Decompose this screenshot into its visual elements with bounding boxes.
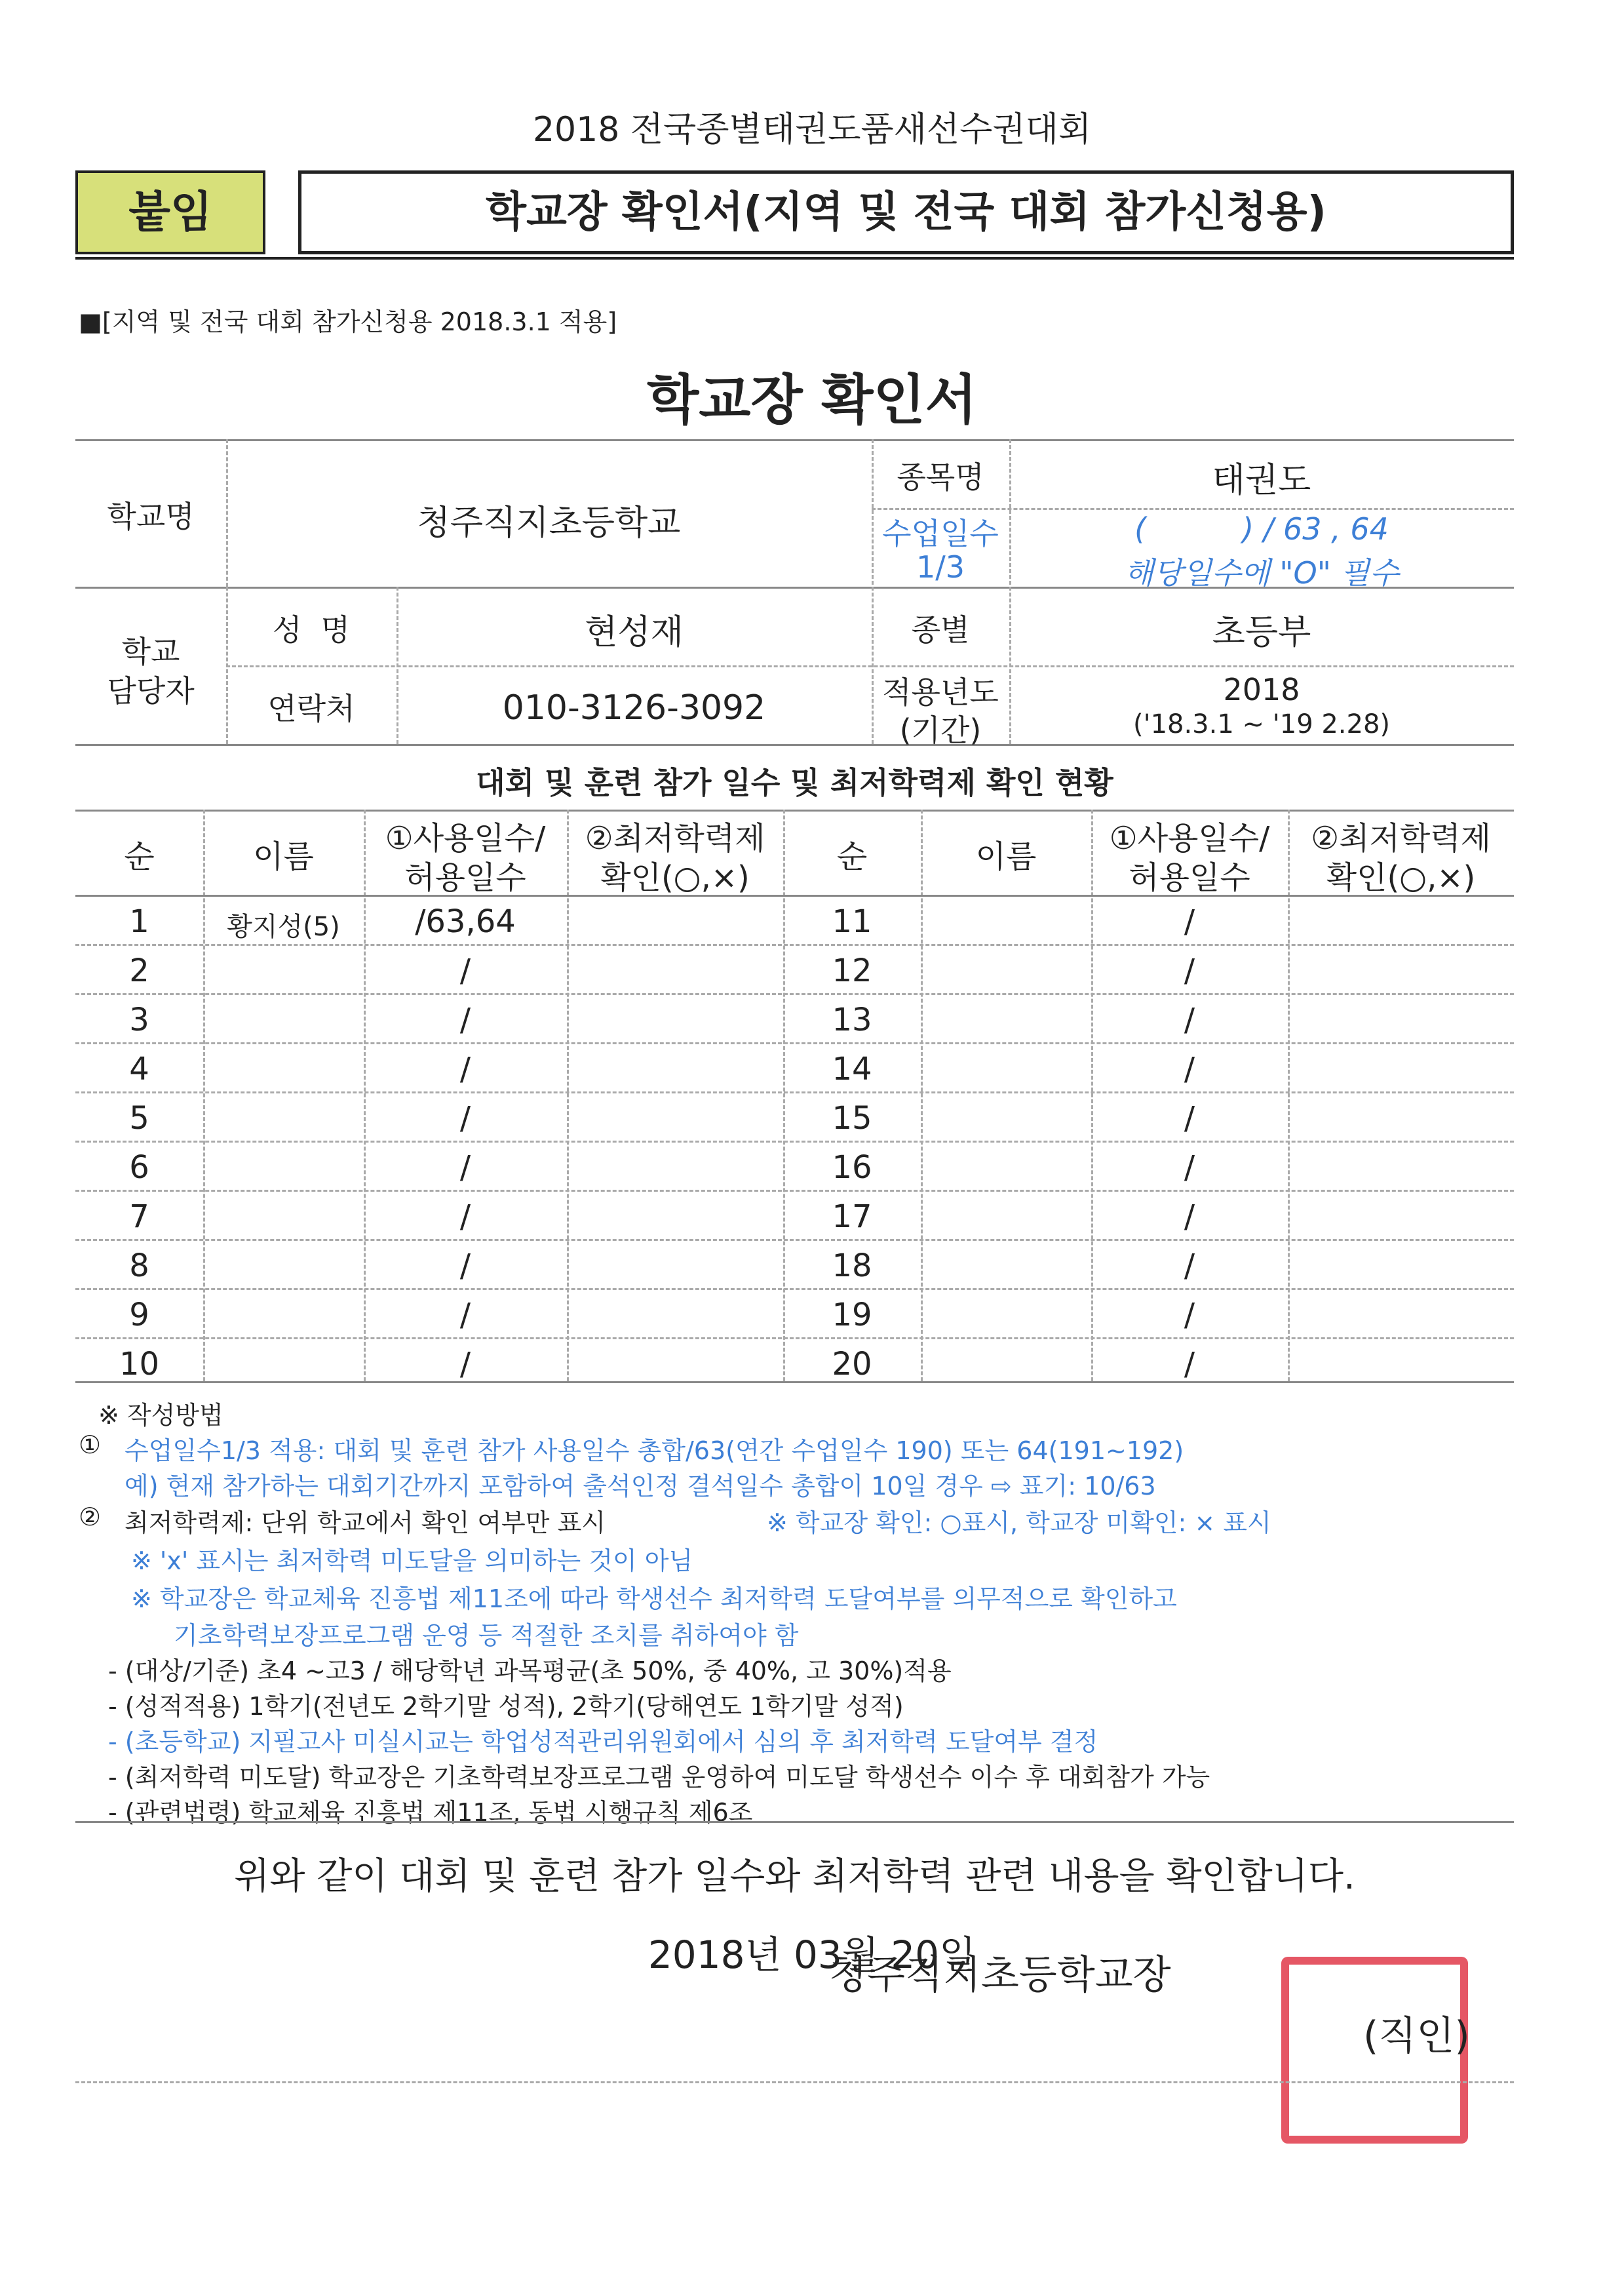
note-2-caution: ※ 'x' 표시는 최저학력 미도달을 의미하는 것이 아님	[131, 1546, 693, 1575]
row-no: 11	[832, 903, 872, 940]
attachment-tag: 붙임	[75, 170, 265, 254]
row-no: 13	[832, 1002, 872, 1038]
signer-name: 청주직지초등학교장	[829, 1952, 1171, 1998]
row-days: /	[1184, 1002, 1195, 1038]
detail-law: - (관련법령) 학교체육 진흥법 제11조, 동법 시행규칙 제6조	[108, 1798, 753, 1827]
row-no: 5	[129, 1100, 149, 1137]
row-days: /	[459, 952, 471, 989]
confirm-text: 위와 같이 대회 및 훈련 참가 일수와 최저학력 관련 내용을 확인합니다.	[234, 1855, 1355, 1898]
rule	[75, 439, 1514, 441]
form-note: ■[지역 및 전국 대회 참가신청용 2018.3.1 적용]	[79, 307, 617, 336]
row-days: /	[1184, 1297, 1195, 1333]
class-days-ratio: 1/3	[916, 549, 965, 585]
note-2-text: 최저학력제: 단위 학교에서 확인 여부만 표시	[125, 1508, 606, 1537]
seal-label: (직인)	[1363, 2013, 1470, 2059]
phone-label: 연락처	[267, 691, 355, 726]
header-no: 순	[124, 838, 155, 875]
rule	[75, 1141, 1514, 1143]
row-no: 10	[119, 1346, 160, 1383]
school-label: 학교명	[107, 499, 195, 534]
rule	[75, 895, 1514, 897]
event-value: 태권도	[1212, 461, 1311, 500]
contact-label-2: 담당자	[107, 673, 195, 709]
document-title: 2018 전국종별태권도품새선수권대회	[532, 110, 1092, 149]
issue-date: 2018년 03월 20일	[648, 1932, 976, 1977]
period-value: ('18.3.1 ~ '19 2.28)	[1132, 709, 1391, 739]
division-label: 종별	[911, 612, 970, 648]
note-2-mark: ②	[79, 1502, 102, 1531]
year-label-2: (기간)	[899, 713, 982, 748]
row-no: 15	[832, 1100, 872, 1137]
row-days: /	[459, 1002, 471, 1038]
detail-elementary: - (초등학교) 지필고사 미실시교는 학업성적관리위원회에서 심의 후 최저학력 도달여부 결정	[108, 1727, 1098, 1756]
row-no: 3	[129, 1002, 149, 1038]
status-title: 대회 및 훈련 참가 일수 및 최저학력제 확인 현황	[476, 765, 1113, 800]
row-no: 16	[832, 1149, 872, 1186]
row-no: 2	[129, 952, 149, 989]
rule	[75, 810, 1514, 812]
note-2-duty: ※ 학교장은 학교체육 진흥법 제11조에 따라 학생선수 최저학력 도달여부를 의무적으로 확인하고	[131, 1584, 1177, 1613]
class-days-note: 해당일수에 "O" 필수	[1124, 555, 1399, 591]
row-name: 황지성(5)	[227, 912, 340, 942]
division-value: 초등부	[1212, 613, 1311, 652]
row-days: /	[459, 1346, 471, 1383]
row-no: 8	[129, 1247, 149, 1284]
event-label: 종목명	[897, 460, 984, 495]
header-name: 이름	[253, 838, 314, 875]
detail-target: - (대상/기준) 초4 ~고3 / 해당학년 과목평균(초 50%, 중 40%, 고 30%)적용	[108, 1657, 952, 1685]
row-days: /	[1184, 1346, 1195, 1383]
header-rule	[75, 257, 1514, 260]
row-days: /	[1184, 1198, 1195, 1235]
note-1-text: 수업일수1/3 적용: 대회 및 훈련 참가 사용일수 총합/63(연간 수업일수 190) 또는 64(191~192)	[125, 1436, 1184, 1465]
rule	[75, 2081, 1514, 2083]
row-days: /	[1184, 1051, 1195, 1088]
contact-name: 현성재	[585, 613, 684, 652]
note-2-mark-guide: ※ 학교장 확인: ○표시, 학교장 미확인: × 표시	[767, 1508, 1271, 1537]
header-min-2: 확인(○,×)	[600, 859, 750, 896]
row-days: /	[1184, 952, 1195, 989]
contact-phone: 010-3126-3092	[502, 688, 766, 728]
header-days: ①사용일수/	[1109, 820, 1270, 857]
row-no: 7	[129, 1198, 149, 1235]
row-no: 6	[129, 1149, 149, 1186]
row-no: 17	[832, 1198, 872, 1235]
row-no: 12	[832, 952, 872, 989]
row-no: 19	[832, 1297, 872, 1333]
rule	[75, 1821, 1514, 1823]
row-no: 4	[129, 1051, 149, 1088]
form-title: 학교장 확인서	[647, 369, 977, 431]
row-no: 9	[129, 1297, 149, 1333]
school-name: 청주직지초등학교	[417, 503, 681, 543]
row-days: /	[459, 1247, 471, 1284]
row-no: 20	[832, 1346, 872, 1383]
rule	[75, 744, 1514, 746]
header-days: ①사용일수/	[385, 820, 546, 857]
row-days: /	[1184, 903, 1195, 940]
class-days-label: 수업일수	[882, 516, 999, 551]
row-days: /	[459, 1100, 471, 1137]
rule	[75, 1091, 1514, 1093]
note-1-mark: ①	[79, 1430, 102, 1459]
header-min: ②최저학력제	[585, 820, 765, 857]
rule	[75, 1381, 1514, 1383]
row-days: /	[459, 1198, 471, 1235]
row-days: /	[459, 1149, 471, 1186]
class-days-value: ( ) / 63 , 64	[1134, 511, 1389, 547]
header-days-2: 허용일수	[404, 859, 526, 896]
header-name: 이름	[975, 838, 1037, 875]
rule	[75, 1042, 1514, 1044]
contact-label: 학교	[121, 634, 180, 669]
header-min-2: 확인(○,×)	[1326, 859, 1476, 896]
row-no: 1	[129, 903, 149, 940]
row-days: /	[459, 1297, 471, 1333]
year-label: 적용년도	[882, 675, 999, 710]
rule	[75, 1190, 1514, 1192]
header-days-2: 허용일수	[1129, 859, 1250, 896]
detail-below: - (최저학력 미도달) 학교장은 기초학력보장프로그램 운영하여 미도달 학생선수 이수 후 대회참가 가능	[108, 1763, 1210, 1792]
note-1-example: 예) 현재 참가하는 대회기간까지 포함하여 출석인정 결석일수 총합이 10일 경우 ⇨ 표기: 10/63	[125, 1472, 1156, 1501]
header-min: ②최저학력제	[1311, 820, 1491, 857]
note-2-duty-2: 기초학력보장프로그램 운영 등 적절한 조치를 취하여야 함	[174, 1621, 799, 1650]
name-label: 성 명	[272, 612, 351, 648]
rule	[75, 1337, 1514, 1339]
notes-heading: ※ 작성방법	[98, 1401, 223, 1430]
rule	[75, 993, 1514, 995]
rule	[75, 944, 1514, 946]
row-days: /63,64	[415, 903, 516, 940]
row-days: /	[1184, 1100, 1195, 1137]
rule	[75, 1288, 1514, 1290]
row-no: 18	[832, 1247, 872, 1284]
row-days: /	[1184, 1247, 1195, 1284]
year-value: 2018	[1223, 672, 1300, 707]
header-no: 순	[836, 838, 868, 875]
detail-grade: - (성적적용) 1학기(전년도 2학기말 성적), 2학기(당해연도 1학기말 성적)	[108, 1692, 904, 1721]
header-title: 학교장 확인서(지역 및 전국 대회 참가신청용)	[298, 170, 1514, 254]
row-no: 14	[832, 1051, 872, 1088]
row-days: /	[459, 1051, 471, 1088]
rule	[75, 1239, 1514, 1241]
rule	[226, 665, 1514, 667]
row-days: /	[1184, 1149, 1195, 1186]
